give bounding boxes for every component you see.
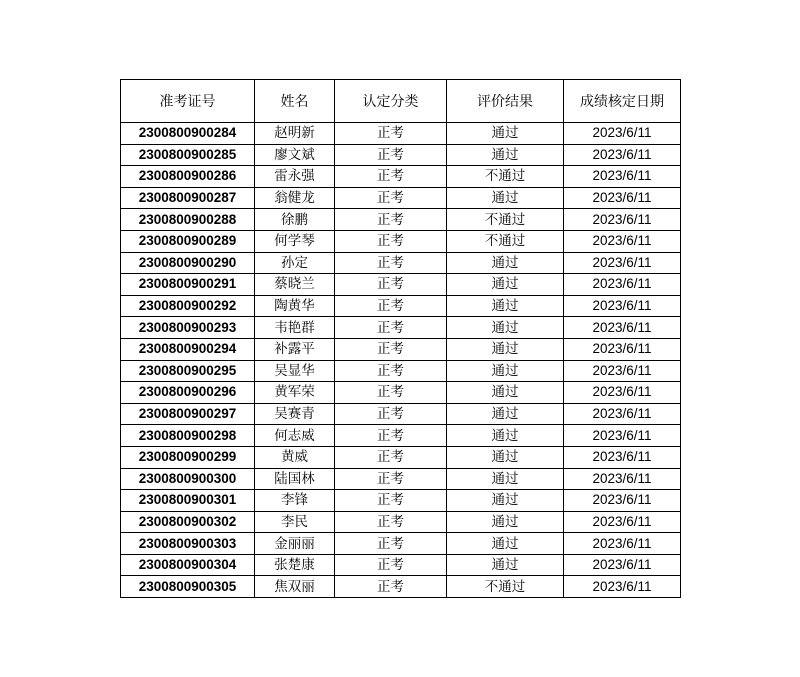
result-cell: 通过 bbox=[447, 468, 564, 490]
table-row bbox=[121, 382, 681, 404]
table-row bbox=[121, 576, 681, 598]
date-cell: 2023/6/11 bbox=[564, 187, 681, 209]
category-cell: 正考 bbox=[335, 533, 447, 555]
exam-id-cell: 2300800900303 bbox=[121, 533, 255, 555]
name-cell: 赵明新 bbox=[255, 123, 335, 145]
name-cell: 李民 bbox=[255, 511, 335, 533]
table-body bbox=[121, 123, 681, 598]
result-cell: 通过 bbox=[447, 252, 564, 274]
category-cell: 正考 bbox=[335, 187, 447, 209]
exam-id-cell: 2300800900294 bbox=[121, 338, 255, 360]
table-header bbox=[121, 80, 681, 123]
date-cell: 2023/6/11 bbox=[564, 209, 681, 231]
table-row bbox=[121, 446, 681, 468]
date-cell: 2023/6/11 bbox=[564, 490, 681, 512]
result-cell: 通过 bbox=[447, 295, 564, 317]
category-cell: 正考 bbox=[335, 317, 447, 339]
date-cell: 2023/6/11 bbox=[564, 554, 681, 576]
exam-id-cell: 2300800900301 bbox=[121, 490, 255, 512]
result-cell: 不通过 bbox=[447, 576, 564, 598]
exam-id-cell: 2300800900297 bbox=[121, 403, 255, 425]
header-exam-id: 准考证号 bbox=[121, 80, 255, 123]
category-cell: 正考 bbox=[335, 446, 447, 468]
table-row bbox=[121, 230, 681, 252]
date-cell: 2023/6/11 bbox=[564, 468, 681, 490]
result-cell: 通过 bbox=[447, 382, 564, 404]
exam-id-cell: 2300800900287 bbox=[121, 187, 255, 209]
category-cell: 正考 bbox=[335, 274, 447, 296]
result-cell: 不通过 bbox=[447, 230, 564, 252]
category-cell: 正考 bbox=[335, 576, 447, 598]
table-row bbox=[121, 338, 681, 360]
result-cell: 通过 bbox=[447, 274, 564, 296]
result-cell: 通过 bbox=[447, 317, 564, 339]
category-cell: 正考 bbox=[335, 123, 447, 145]
name-cell: 吴赛青 bbox=[255, 403, 335, 425]
category-cell: 正考 bbox=[335, 468, 447, 490]
date-cell: 2023/6/11 bbox=[564, 274, 681, 296]
table-row bbox=[121, 533, 681, 555]
name-cell: 陶黄华 bbox=[255, 295, 335, 317]
table-row bbox=[121, 166, 681, 188]
category-cell: 正考 bbox=[335, 425, 447, 447]
table-row bbox=[121, 295, 681, 317]
result-cell: 通过 bbox=[447, 446, 564, 468]
result-cell: 通过 bbox=[447, 533, 564, 555]
name-cell: 金丽丽 bbox=[255, 533, 335, 555]
name-cell: 何志威 bbox=[255, 425, 335, 447]
result-cell: 不通过 bbox=[447, 166, 564, 188]
date-cell: 2023/6/11 bbox=[564, 123, 681, 145]
result-cell: 通过 bbox=[447, 123, 564, 145]
name-cell: 韦艳群 bbox=[255, 317, 335, 339]
date-cell: 2023/6/11 bbox=[564, 252, 681, 274]
name-cell: 孙定 bbox=[255, 252, 335, 274]
result-cell: 通过 bbox=[447, 338, 564, 360]
name-cell: 焦双丽 bbox=[255, 576, 335, 598]
result-cell: 通过 bbox=[447, 554, 564, 576]
exam-id-cell: 2300800900300 bbox=[121, 468, 255, 490]
exam-id-cell: 2300800900302 bbox=[121, 511, 255, 533]
table-row bbox=[121, 511, 681, 533]
name-cell: 廖文斌 bbox=[255, 144, 335, 166]
table-row bbox=[121, 317, 681, 339]
table-row bbox=[121, 187, 681, 209]
result-cell: 通过 bbox=[447, 360, 564, 382]
table-row bbox=[121, 144, 681, 166]
category-cell: 正考 bbox=[335, 209, 447, 231]
result-cell: 通过 bbox=[447, 511, 564, 533]
category-cell: 正考 bbox=[335, 166, 447, 188]
name-cell: 补露平 bbox=[255, 338, 335, 360]
exam-id-cell: 2300800900296 bbox=[121, 382, 255, 404]
header-date: 成绩核定日期 bbox=[564, 80, 681, 123]
name-cell: 翁健龙 bbox=[255, 187, 335, 209]
table-row bbox=[121, 209, 681, 231]
exam-id-cell: 2300800900288 bbox=[121, 209, 255, 231]
category-cell: 正考 bbox=[335, 382, 447, 404]
date-cell: 2023/6/11 bbox=[564, 403, 681, 425]
table-row bbox=[121, 554, 681, 576]
exam-id-cell: 2300800900304 bbox=[121, 554, 255, 576]
date-cell: 2023/6/11 bbox=[564, 425, 681, 447]
exam-id-cell: 2300800900291 bbox=[121, 274, 255, 296]
exam-id-cell: 2300800900305 bbox=[121, 576, 255, 598]
name-cell: 蔡晓兰 bbox=[255, 274, 335, 296]
name-cell: 徐鹏 bbox=[255, 209, 335, 231]
date-cell: 2023/6/11 bbox=[564, 533, 681, 555]
category-cell: 正考 bbox=[335, 360, 447, 382]
table-row bbox=[121, 123, 681, 145]
exam-id-cell: 2300800900299 bbox=[121, 446, 255, 468]
result-cell: 通过 bbox=[447, 425, 564, 447]
header-category: 认定分类 bbox=[335, 80, 447, 123]
table-row bbox=[121, 468, 681, 490]
date-cell: 2023/6/11 bbox=[564, 511, 681, 533]
header-name: 姓名 bbox=[255, 80, 335, 123]
exam-id-cell: 2300800900286 bbox=[121, 166, 255, 188]
exam-results-table bbox=[120, 79, 681, 598]
category-cell: 正考 bbox=[335, 554, 447, 576]
header-result: 评价结果 bbox=[447, 80, 564, 123]
date-cell: 2023/6/11 bbox=[564, 230, 681, 252]
category-cell: 正考 bbox=[335, 490, 447, 512]
exam-id-cell: 2300800900292 bbox=[121, 295, 255, 317]
name-cell: 张楚康 bbox=[255, 554, 335, 576]
result-cell: 不通过 bbox=[447, 209, 564, 231]
exam-id-cell: 2300800900284 bbox=[121, 123, 255, 145]
result-cell: 通过 bbox=[447, 187, 564, 209]
result-cell: 通过 bbox=[447, 490, 564, 512]
result-cell: 通过 bbox=[447, 403, 564, 425]
table-row bbox=[121, 425, 681, 447]
category-cell: 正考 bbox=[335, 511, 447, 533]
table-row bbox=[121, 403, 681, 425]
name-cell: 何学琴 bbox=[255, 230, 335, 252]
name-cell: 李锋 bbox=[255, 490, 335, 512]
exam-id-cell: 2300800900285 bbox=[121, 144, 255, 166]
exam-id-cell: 2300800900295 bbox=[121, 360, 255, 382]
date-cell: 2023/6/11 bbox=[564, 360, 681, 382]
table-row bbox=[121, 252, 681, 274]
exam-id-cell: 2300800900289 bbox=[121, 230, 255, 252]
date-cell: 2023/6/11 bbox=[564, 295, 681, 317]
date-cell: 2023/6/11 bbox=[564, 166, 681, 188]
header-row bbox=[121, 80, 681, 123]
name-cell: 黄威 bbox=[255, 446, 335, 468]
category-cell: 正考 bbox=[335, 338, 447, 360]
date-cell: 2023/6/11 bbox=[564, 382, 681, 404]
date-cell: 2023/6/11 bbox=[564, 338, 681, 360]
exam-id-cell: 2300800900290 bbox=[121, 252, 255, 274]
category-cell: 正考 bbox=[335, 230, 447, 252]
table-row bbox=[121, 274, 681, 296]
result-cell: 通过 bbox=[447, 144, 564, 166]
category-cell: 正考 bbox=[335, 252, 447, 274]
table-row bbox=[121, 360, 681, 382]
category-cell: 正考 bbox=[335, 144, 447, 166]
category-cell: 正考 bbox=[335, 403, 447, 425]
name-cell: 吴显华 bbox=[255, 360, 335, 382]
category-cell: 正考 bbox=[335, 295, 447, 317]
exam-id-cell: 2300800900298 bbox=[121, 425, 255, 447]
name-cell: 黄军荣 bbox=[255, 382, 335, 404]
exam-id-cell: 2300800900293 bbox=[121, 317, 255, 339]
date-cell: 2023/6/11 bbox=[564, 576, 681, 598]
date-cell: 2023/6/11 bbox=[564, 144, 681, 166]
name-cell: 雷永强 bbox=[255, 166, 335, 188]
table-row bbox=[121, 490, 681, 512]
date-cell: 2023/6/11 bbox=[564, 317, 681, 339]
name-cell: 陆国林 bbox=[255, 468, 335, 490]
date-cell: 2023/6/11 bbox=[564, 446, 681, 468]
